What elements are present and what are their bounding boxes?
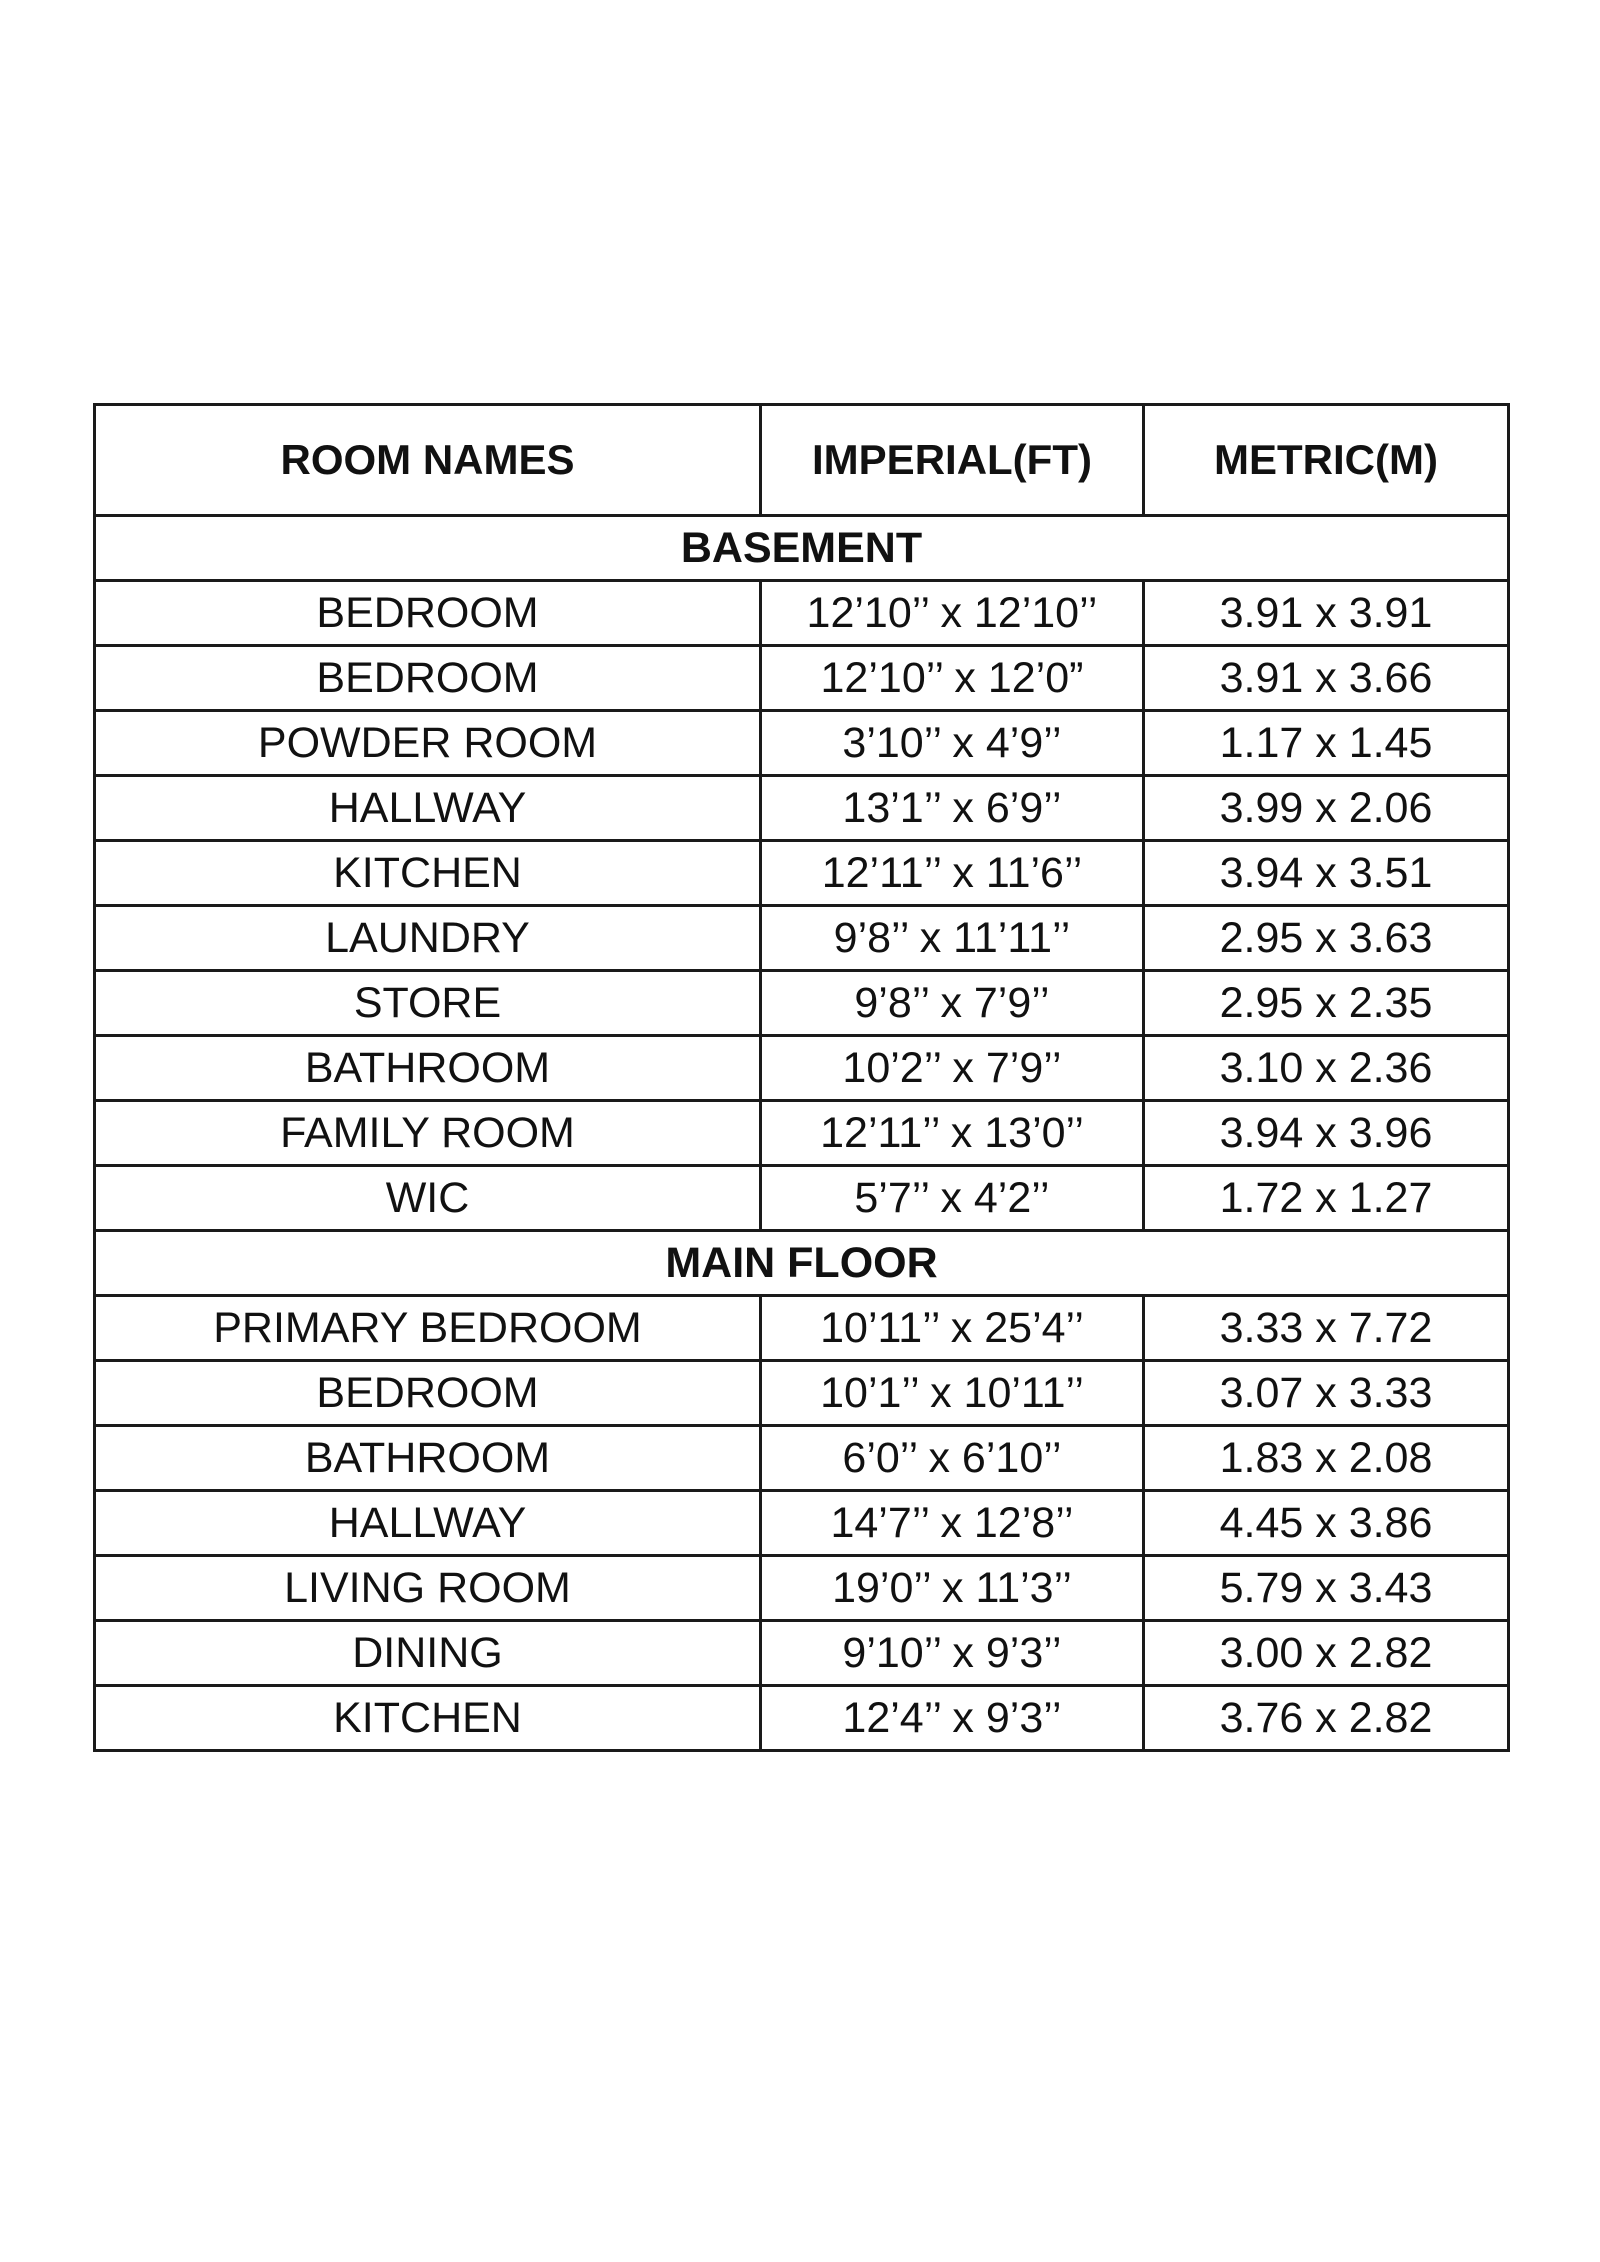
- room-name-cell: POWDER ROOM: [95, 711, 761, 776]
- table-row: [95, 581, 1509, 646]
- table-row: [95, 906, 1509, 971]
- room-name-cell: DINING: [95, 1621, 761, 1686]
- metric-cell: 5.79 x 3.43: [1144, 1556, 1509, 1621]
- room-name-cell: WIC: [95, 1166, 761, 1231]
- metric-cell: 3.10 x 2.36: [1144, 1036, 1509, 1101]
- header-room-names: ROOM NAMES: [95, 405, 761, 516]
- imperial-cell: 5’7’’ x 4’2’’: [761, 1166, 1144, 1231]
- imperial-cell: 6’0’’ x 6’10’’: [761, 1426, 1144, 1491]
- imperial-cell: 14’7’’ x 12’8’’: [761, 1491, 1144, 1556]
- room-name-cell: KITCHEN: [95, 1686, 761, 1751]
- imperial-cell: 10’2’’ x 7’9’’: [761, 1036, 1144, 1101]
- room-name-cell: BEDROOM: [95, 581, 761, 646]
- imperial-cell: 9’10’’ x 9’3’’: [761, 1621, 1144, 1686]
- table-body: [95, 516, 1509, 1751]
- imperial-cell: 9’8’’ x 7’9’’: [761, 971, 1144, 1036]
- imperial-cell: 12’10’’ x 12’10’’: [761, 581, 1144, 646]
- metric-cell: 1.72 x 1.27: [1144, 1166, 1509, 1231]
- room-name-cell: STORE: [95, 971, 761, 1036]
- table-row: [95, 1556, 1509, 1621]
- metric-cell: 2.95 x 2.35: [1144, 971, 1509, 1036]
- metric-cell: 4.45 x 3.86: [1144, 1491, 1509, 1556]
- section-title: BASEMENT: [95, 516, 1509, 581]
- imperial-cell: 9’8’’ x 11’11’’: [761, 906, 1144, 971]
- table-row: [95, 711, 1509, 776]
- room-name-cell: BEDROOM: [95, 646, 761, 711]
- metric-cell: 3.00 x 2.82: [1144, 1621, 1509, 1686]
- room-name-cell: HALLWAY: [95, 1491, 761, 1556]
- room-name-cell: FAMILY ROOM: [95, 1101, 761, 1166]
- metric-cell: 3.99 x 2.06: [1144, 776, 1509, 841]
- table-row: [95, 1166, 1509, 1231]
- metric-cell: 2.95 x 3.63: [1144, 906, 1509, 971]
- section-header-row: [95, 516, 1509, 581]
- room-name-cell: LIVING ROOM: [95, 1556, 761, 1621]
- section-title: MAIN FLOOR: [95, 1231, 1509, 1296]
- table-row: [95, 1036, 1509, 1101]
- table-row: [95, 646, 1509, 711]
- room-name-cell: BATHROOM: [95, 1036, 761, 1101]
- room-name-cell: LAUNDRY: [95, 906, 761, 971]
- imperial-cell: 10’11’’ x 25’4’’: [761, 1296, 1144, 1361]
- metric-cell: 3.33 x 7.72: [1144, 1296, 1509, 1361]
- imperial-cell: 12’10’’ x 12’0”: [761, 646, 1144, 711]
- room-name-cell: HALLWAY: [95, 776, 761, 841]
- metric-cell: 3.91 x 3.66: [1144, 646, 1509, 711]
- imperial-cell: 12’4’’ x 9’3’’: [761, 1686, 1144, 1751]
- table-row: [95, 1491, 1509, 1556]
- metric-cell: 3.07 x 3.33: [1144, 1361, 1509, 1426]
- metric-cell: 3.76 x 2.82: [1144, 1686, 1509, 1751]
- header-imperial: IMPERIAL(FT): [761, 405, 1144, 516]
- imperial-cell: 10’1’’ x 10’11’’: [761, 1361, 1144, 1426]
- room-name-cell: BATHROOM: [95, 1426, 761, 1491]
- imperial-cell: 19’0’’ x 11’3’’: [761, 1556, 1144, 1621]
- room-name-cell: BEDROOM: [95, 1361, 761, 1426]
- metric-cell: 3.91 x 3.91: [1144, 581, 1509, 646]
- table-row: [95, 1426, 1509, 1491]
- section-header-row: [95, 1231, 1509, 1296]
- room-name-cell: KITCHEN: [95, 841, 761, 906]
- imperial-cell: 13’1’’ x 6’9’’: [761, 776, 1144, 841]
- table-row: [95, 1621, 1509, 1686]
- metric-cell: 3.94 x 3.96: [1144, 1101, 1509, 1166]
- table-row: [95, 1101, 1509, 1166]
- room-name-cell: PRIMARY BEDROOM: [95, 1296, 761, 1361]
- header-metric: METRIC(M): [1144, 405, 1509, 516]
- room-dimensions-table: [93, 403, 1510, 1752]
- metric-cell: 1.17 x 1.45: [1144, 711, 1509, 776]
- table-row: [95, 1296, 1509, 1361]
- table-row: [95, 971, 1509, 1036]
- imperial-cell: 12’11’’ x 11’6’’: [761, 841, 1144, 906]
- header-row: [95, 405, 1509, 516]
- table-row: [95, 1686, 1509, 1751]
- table-row: [95, 1361, 1509, 1426]
- metric-cell: 3.94 x 3.51: [1144, 841, 1509, 906]
- imperial-cell: 12’11’’ x 13’0’’: [761, 1101, 1144, 1166]
- table-row: [95, 841, 1509, 906]
- table-row: [95, 776, 1509, 841]
- imperial-cell: 3’10’’ x 4’9’’: [761, 711, 1144, 776]
- metric-cell: 1.83 x 2.08: [1144, 1426, 1509, 1491]
